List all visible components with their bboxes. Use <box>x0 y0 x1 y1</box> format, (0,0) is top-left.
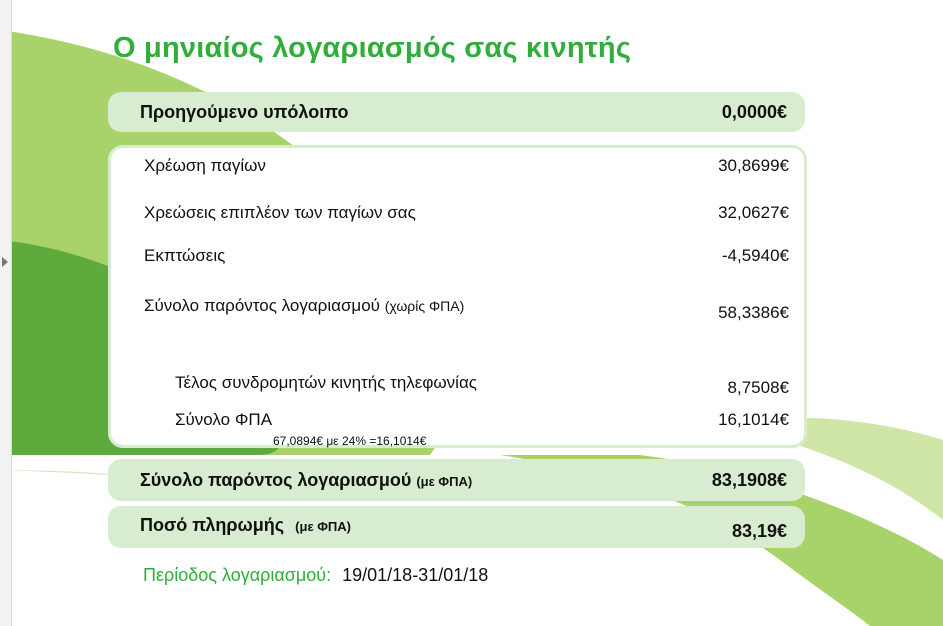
total-row <box>108 459 805 501</box>
previous-balance-label: Προηγούμενο υπόλοιπο <box>140 102 349 122</box>
subtotal-qualifier: (χωρίς ΦΠΑ) <box>384 298 465 314</box>
previous-balance-value: 0,0000€ <box>721 102 787 122</box>
charge-label: Χρέωση παγίων <box>144 156 266 175</box>
total-label-text: Σύνολο παρόντος λογαριασμού <box>140 470 412 490</box>
subtotal-value: 58,3386€ <box>718 303 789 322</box>
charge-value: 32,0627€ <box>718 203 789 222</box>
vat-calculation-note: 67,0894€ με 24% =16,1014€ <box>273 434 427 448</box>
charges-box <box>108 145 807 448</box>
total-qualifier: (με ΦΠΑ) <box>416 474 473 489</box>
total-label <box>140 470 472 491</box>
period-value: 19/01/18-31/01/18 <box>342 565 489 585</box>
total-value: 83,1908€ <box>711 470 787 490</box>
tax-value: 8,7508€ <box>727 378 789 397</box>
charge-value: 30,8699€ <box>718 156 789 175</box>
payment-value: 83,19€ <box>731 521 787 541</box>
payment-row <box>108 506 805 548</box>
tax-label: Τέλος συνδρομητών κινητής τηλεφωνίας <box>175 373 477 392</box>
previous-balance-row <box>108 92 805 132</box>
subtotal-label <box>144 296 464 316</box>
payment-qualifier: (με ΦΠΑ) <box>295 519 351 534</box>
charge-label: Χρεώσεις επιπλέον των παγίων σας <box>144 203 416 222</box>
left-scroll-strip[interactable] <box>0 0 12 626</box>
page-title: Ο μηνιαίος λογαριασμός σας κινητής <box>113 32 632 64</box>
charge-value: -4,5940€ <box>721 246 789 265</box>
payment-label <box>140 515 351 536</box>
vat-value: 16,1014€ <box>718 410 789 429</box>
vat-label: Σύνολο ΦΠΑ <box>175 410 273 429</box>
billing-period <box>143 565 488 586</box>
subtotal-label-text: Σύνολο παρόντος λογαριασμού <box>144 296 380 315</box>
charge-label: Εκπτώσεις <box>144 246 226 265</box>
period-label: Περίοδος λογαριασμού: <box>143 565 332 585</box>
payment-label-text: Ποσό πληρωμής <box>140 515 285 535</box>
expand-arrow-icon[interactable] <box>2 257 8 267</box>
